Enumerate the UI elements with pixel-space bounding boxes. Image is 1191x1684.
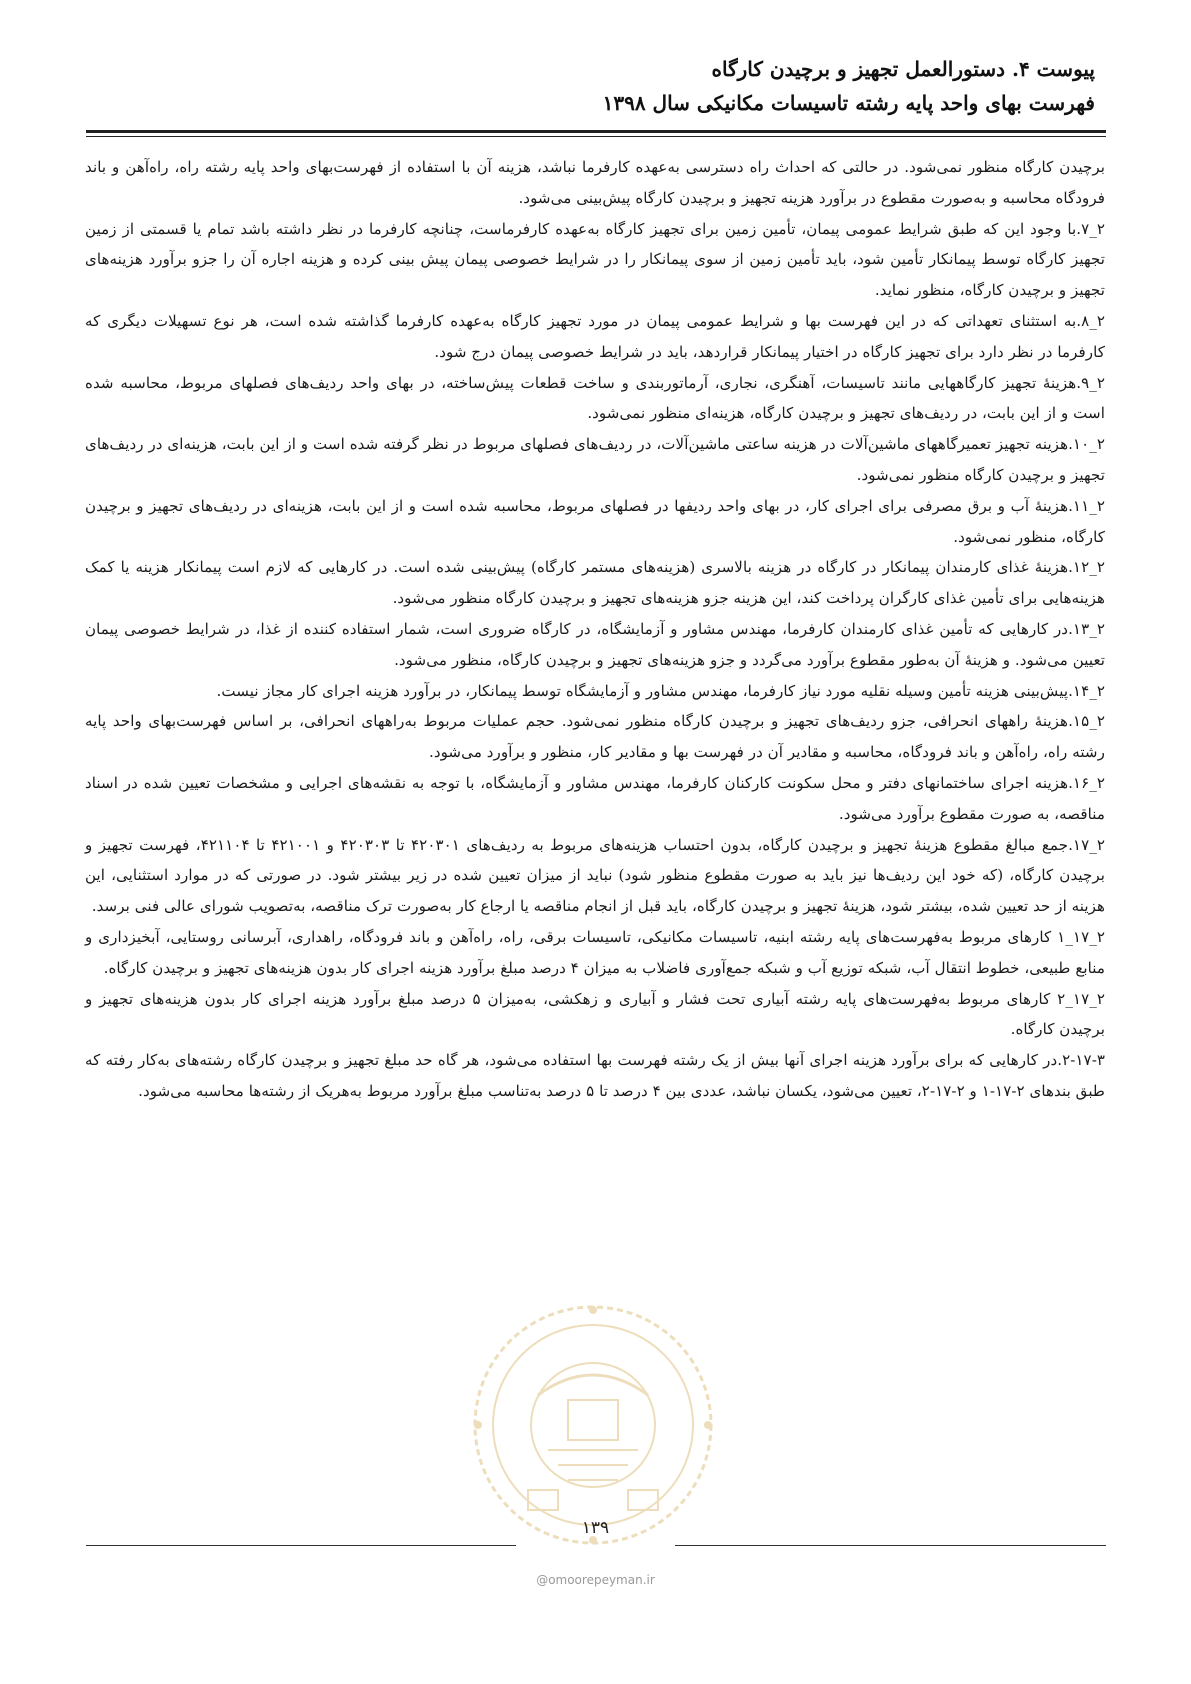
paragraph-2-9: ۲_۹.هزینهٔ تجهیز کارگاههایی مانند تاسیسات، آهنگری، نجاری، آرماتوربندی و ساخت قطعات پیش‌ساخته، در بهای واحد ردیف‌های فصلهای مربوط، محاسبه شده است و از این بابت، در ردیف‌های تجهیز و برچیدن کارگاه، هزینه‌ای منظور نمی‌شود.	[85, 373, 1105, 423]
footer-divider-right	[675, 1545, 1106, 1546]
paragraph-2-10: ۲_۱۰.هزینه تجهیز تعمیرگاههای ماشین‌آلات در هزینه ساعتی ماشین‌آلات، در ردیف‌های فصلهای مربوط در نظر گرفته شده است و از این بابت، هزینه‌ای در ردیف‌های تجهیز و برچیدن کارگاه منظور نمی‌شود.	[85, 435, 1105, 484]
footer-website: @omoorepeyman.ir	[536, 1573, 655, 1587]
body-text	[85, 152, 1105, 1107]
omoorepeyman-seal-icon	[468, 1300, 718, 1550]
header-divider-thin	[86, 136, 1106, 137]
paragraph-2-11: ۲_۱۱.هزینهٔ آب و برق مصرفی برای اجرای کار، در بهای واحد ردیفها در فصلهای مربوط، محاسبه شده است و از این بابت، هزینه‌ای در ردیف‌های تجهیز و برچیدن کارگاه، منظور نمی‌شود.	[85, 496, 1105, 546]
paragraph-2-17-3: ۲-۱۷-۳.در کارهایی که برای برآورد هزینه اجرای آنها بیش از یک رشته فهرست بها استفاده می‌شود، هر گاه حد مبلغ تجهیز و برچیدن کارگاه رشته‌های به‌کار رفته که طبق بندهای ۲-۱۷-۱ و ۲-۱۷-۲، تعیین می‌شود، یکسان نباشد، عددی بین ۴ درصد تا ۵ درصد به‌تناسب مبلغ برآورد مربوط به‌هریک از رشته‌ها محاسبه می‌شود.	[85, 1051, 1106, 1100]
paragraph-2-14: ۲_۱۴.پیش‌بینی هزینه تأمین وسیله نقلیه مورد نیاز کارفرما، مهندس مشاور و آزمایشگاه توسط پیمانکار، در برآورد هزینه اجرای کار مجاز نیست.	[216, 681, 1105, 700]
paragraph-access-road: برچیدن کارگاه منظور نمی‌شود. در حالتی که احداث راه دسترسی به‌عهده کارفرما نباشد، هزینه آن با استفاده از فهرست‌بهای واحد پایه رشته راه، راه‌آهن و باند فرودگاه محاسبه و به‌صورت مقطوع در برآورد هزینه تجهیز و برچیدن کارگاه پیش‌بینی می‌شود.	[85, 158, 1105, 207]
paragraph-2-13: ۲_۱۳.در کارهایی که تأمین غذای کارمندان کارفرما، مهندس مشاور و آزمایشگاه، در کارگاه ضروری است، شمار استفاده کننده از غذا، در شرایط خصوصی پیمان تعیین می‌شود. و هزینهٔ آن به‌طور مقطوع برآورد می‌گردد و جزو هزینه‌های تجهیز و برچیدن کارگاه، منظور می‌شود.	[85, 619, 1105, 669]
page-header	[95, 52, 1095, 120]
paragraph-2-7: ۲_۷.با وجود این که طبق شرایط عمومی پیمان، تأمین زمین برای تجهیز کارگاه به‌عهده کارفرماست، چنانچه کارفرما در نظر داشته باشد تمام یا قسمتی از زمین تجهیز کارگاه توسط پیمانکار تأمین شود، باید تأمین زمین از سوی پیمانکار را در شرایط خصوصی پیمان پیش بینی کرده و هزینه اجاره آن را جزو برآورد هزینه‌های تجهیز و برچیدن کارگاه، منظور نماید.	[85, 219, 1105, 300]
paragraph-2-12: ۲_۱۲.هزینهٔ غذای کارمندان پیمانکار در کارگاه در هزینه بالاسری (هزینه‌های مستمر کارگاه) پیش‌بینی شده است. در کارهایی که لازم است پیمانکار هزینه یا کمک هزینه‌هایی برای تأمین غذای کارگران پرداخت کند، این هزینه جزو هزینه‌های تجهیز و برچیدن کارگاه منظور می‌شود.	[85, 558, 1105, 608]
footer-divider-left	[86, 1545, 516, 1546]
paragraph-2-17-1: ۲_۱۷_۱ کارهای مربوط به‌فهرست‌های پایه رشته ابنیه، تاسیسات مکانیکی، تاسیسات برقی، راه، راه‌آهن و باند فرودگاه، راهداری، آبرسانی روستایی، آبخیزداری و منابع طبیعی، خطوط انتقال آب، شبکه توزیع آب و شبکه جمع‌آوری فاضلاب به میزان ۴ درصد مبلغ برآورد هزینه اجرای کار بدون هزینه‌های تجهیز و برچیدن کارگاه.	[85, 927, 1105, 977]
paragraph-2-16: ۲_۱۶.هزینه اجرای ساختمانهای دفتر و محل سکونت کارکنان کارفرما، مهندس مشاور و آزمایشگاه، با توجه به نقشه‌های اجرایی و مشخصات تعیین شده در اسناد مناقصه، به صورت مقطوع برآورد می‌شود.	[85, 773, 1105, 823]
paragraph-2-15: ۲_۱۵.هزینهٔ راههای انحرافی، جزو ردیف‌های تجهیز و برچیدن کارگاه منظور نمی‌شود. حجم عملیات مربوط به‌راههای انحرافی، بر اساس فهرست‌بهای واحد پایه رشته راه، راه‌آهن و باند فرودگاه، محاسبه و مقادیر آن در فهرست بها و مقادیر کار، منظور و برآورد می‌شود.	[85, 712, 1105, 762]
paragraph-2-17-2: ۲_۱۷_۲ کارهای مربوط به‌فهرست‌های پایه رشته آبیاری تحت فشار و آبیاری و زهکشی، به‌میزان ۵ درصد مبلغ برآورد هزینه اجرای کار بدون هزینه‌های تجهیز و برچیدن کارگاه.	[85, 989, 1105, 1039]
header-title-price-list: فهرست بهای واحد پایه رشته تاسیسات مکانیکی سال ۱۳۹۸	[602, 91, 1095, 115]
page-number: ۱۳۹	[581, 1518, 610, 1538]
header-title-appendix: پیوست ۴. دستورالعمل تجهیز و برچیدن کارگاه	[711, 57, 1095, 81]
header-divider-thick	[86, 130, 1106, 133]
paragraph-2-8: ۲_۸.به استثنای تعهداتی که در این فهرست بها و شرایط عمومی پیمان در مورد تجهیز کارگاه به‌عهده کارفرما گذاشته شده است، هر نوع تسهیلات دیگری که کارفرما در نظر دارد برای تجهیز کارگاه در اختیار پیمانکار قراردهد، باید در شرایط خصوصی پیمان درج شود.	[85, 311, 1105, 361]
paragraph-2-17: ۲_۱۷.جمع مبالغ مقطوع هزینهٔ تجهیز و برچیدن کارگاه، بدون احتساب هزینه‌های مربوط به ردیف‌های ۴۲۰۳۰۱ تا ۴۲۰۳۰۳ و ۴۲۱۰۰۱ تا ۴۲۱۱۰۴، فهرست تجهیز و برچیدن کارگاه، (که خود این ردیف‌ها نیز باید به صورت مقطوع منظور شود) نباید از میزان تعیین شده در زیر بیشتر شود. در صورتی که در موارد استثنایی، این هزینه از حد تعیین شده، بیشتر شود، هزینهٔ تجهیز و برچیدن کارگاه، باید قبل از انجام مناقصه یا ارجاع کار به‌صورت ترک مناقصه، به‌تصویب شورای عالی فنی برسد.	[85, 835, 1106, 916]
